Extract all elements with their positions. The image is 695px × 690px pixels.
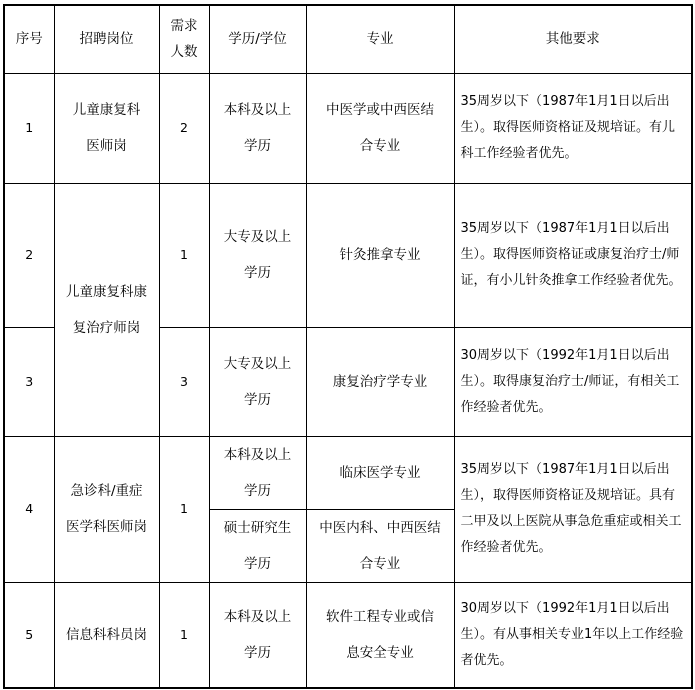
row-education-text: 本科及以上学历 xyxy=(223,102,292,154)
row-major-b xyxy=(306,509,454,582)
row-count: 1 xyxy=(159,582,209,688)
recruitment-table xyxy=(3,4,693,689)
row-education xyxy=(209,73,306,183)
row-position-text: 儿童康复科康复治疗师岗 xyxy=(66,283,147,336)
row-index: 1 xyxy=(4,73,54,183)
row-index: 2 xyxy=(4,183,54,327)
row-education-text: 大专及以上学历 xyxy=(223,229,292,281)
row-major: 针灸推拿专业 xyxy=(306,183,454,327)
row-major-text: 软件工程专业或信息安全专业 xyxy=(326,608,434,661)
table-row xyxy=(4,183,692,327)
row-major: 临床医学专业 xyxy=(306,436,454,509)
row-major: 康复治疗学专业 xyxy=(306,327,454,436)
table-row xyxy=(4,436,692,509)
row-major xyxy=(306,73,454,183)
row-position xyxy=(54,73,159,183)
row-other: 30周岁以下（1992年1月1日以后出生）。有从事相关专业1年以上工作经验者优先。 xyxy=(454,582,692,688)
row-other: 35周岁以下（1987年1月1日以后出生）。取得医师资格证及规培证。有儿科工作经验者优先。 xyxy=(454,73,692,183)
row-index: 5 xyxy=(4,582,54,688)
header-position: 招聘岗位 xyxy=(54,5,159,73)
row-major-b-text: 中医内科、中西医结合专业 xyxy=(319,519,441,572)
row-other: 35周岁以下（1987年1月1日以后出生）。取得医师资格证或康复治疗士/师证，有小儿针灸推拿工作经验者优先。 xyxy=(454,183,692,327)
row-count: 3 xyxy=(159,327,209,436)
row-education xyxy=(209,183,306,327)
row-index: 3 xyxy=(4,327,54,436)
header-education: 学历/学位 xyxy=(209,5,306,73)
row-major-text: 中医学或中西医结合专业 xyxy=(326,102,434,154)
row-position-text: 儿童康复科医师岗 xyxy=(72,102,141,154)
row-education-text: 本科及以上学历 xyxy=(223,446,292,499)
row-position-text: 急诊科/重症医学科医师岗 xyxy=(66,483,147,535)
header-other: 其他要求 xyxy=(454,5,692,73)
row-index: 4 xyxy=(4,436,54,582)
row-position xyxy=(54,183,159,436)
header-major: 专业 xyxy=(306,5,454,73)
table-row xyxy=(4,73,692,183)
row-other: 35周岁以下（1987年1月1日以后出生），取得医师资格证及规培证。具有二甲及以上医院从事急危重症或相关工作经验者优先。 xyxy=(454,436,692,582)
row-count: 1 xyxy=(159,436,209,582)
table-header-row xyxy=(4,5,692,73)
row-education xyxy=(209,436,306,509)
row-education xyxy=(209,327,306,436)
row-position xyxy=(54,436,159,582)
row-other: 30周岁以下（1992年1月1日以后出生）。取得康复治疗士/师证，有相关工作经验者优先。 xyxy=(454,327,692,436)
row-education-text: 大专及以上学历 xyxy=(223,355,292,408)
row-education-text: 本科及以上学历 xyxy=(223,608,292,661)
row-education-b xyxy=(209,509,306,582)
table-row xyxy=(4,582,692,688)
row-count: 2 xyxy=(159,73,209,183)
row-education xyxy=(209,582,306,688)
row-position: 信息科科员岗 xyxy=(54,582,159,688)
header-index: 序号 xyxy=(4,5,54,73)
row-education-b-text: 硕士研究生学历 xyxy=(223,519,292,572)
row-major xyxy=(306,582,454,688)
header-count xyxy=(159,5,209,73)
row-count: 1 xyxy=(159,183,209,327)
header-count-text: 需求人数 xyxy=(170,18,198,61)
